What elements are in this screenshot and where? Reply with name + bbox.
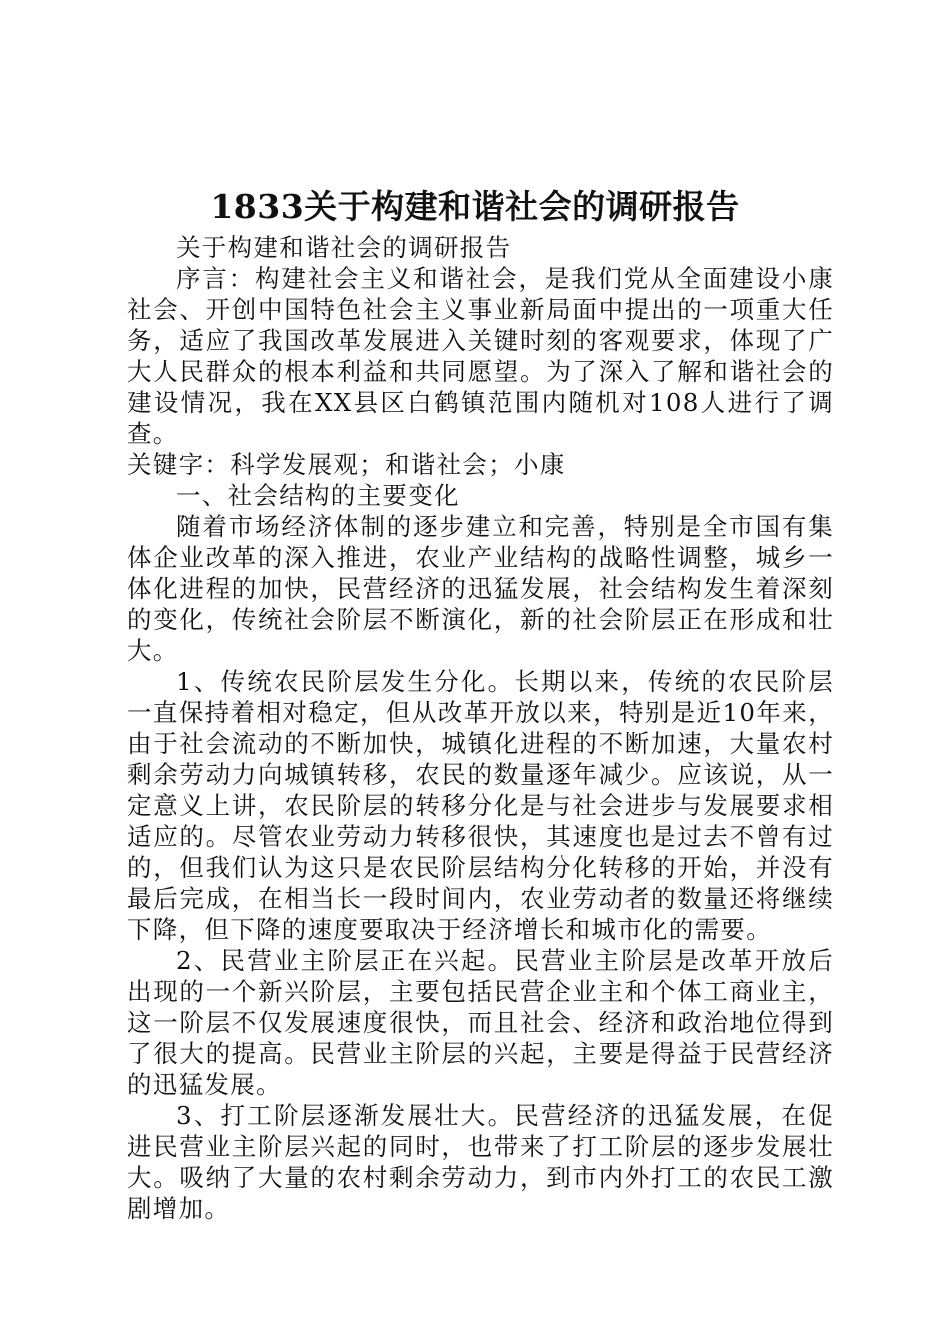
- body-paragraph-preface: 序言：构建社会主义和谐社会，是我们党从全面建设小康社会、开创中国特色社会主义事业新局面中提出的一项重大任务，适应了我国改革发展进入关键时刻的客观要求，体现了广大人民群众的根本利益和共同愿望。为了深入了解和谐社会的建设情况，我在XX县区白鹤镇范围内随机对108人进行了调查。: [127, 264, 834, 448]
- body-paragraph-subtitle: 关于构建和谐社会的调研报告: [176, 233, 512, 262]
- body-paragraph-keywords: 关键字：科学发展观；和谐社会；小康: [127, 450, 566, 479]
- document-body: [127, 232, 834, 1224]
- document-title: 1833关于构建和谐社会的调研报告: [210, 187, 740, 226]
- body-paragraph: 3、打工阶层逐渐发展壮大。民营经济的迅猛发展，在促进民营业主阶层兴起的同时，也带来了打工阶层的逐步发展壮大。吸纳了大量的农村剩余劳动力，到市内外打工的农民工激剧增加。: [127, 1101, 834, 1223]
- body-paragraph: 2、民营业主阶层正在兴起。民营业主阶层是改革开放后出现的一个新兴阶层，主要包括民营企业主和个体工商业主，这一阶层不仅发展速度很快，而且社会、经济和政治地位得到了很大的提高。民营业主阶层的兴起，主要是得益于民营经济的迅猛发展。: [127, 946, 834, 1099]
- body-paragraph: 随着市场经济体制的逐步建立和完善，特别是全市国有集体企业改革的深入推进，农业产业结构的战略性调整，城乡一体化进程的加快，民营经济的迅猛发展，社会结构发生着深刻的变化，传统社会阶层不断演化，新的社会阶层正在形成和壮大。: [127, 512, 834, 665]
- body-paragraph: 1、传统农民阶层发生分化。长期以来，传统的农民阶层一直保持着相对稳定，但从改革开放以来，特别是近10年来，由于社会流动的不断加快，城镇化进程的不断加速，大量农村剩余劳动力向城镇转移，农民的数量逐年减少。应该说，从一定意义上讲，农民阶层的转移分化是与社会进步与发展要求相适应的。尽管农业劳动力转移很快，其速度也是过去不曾有过的，但我们认为这只是农民阶层结构分化转移的开始，并没有最后完成，在相当长一段时间内，农业劳动者的数量还将继续下降，但下降的速度要取决于经济增长和城市化的需要。: [127, 667, 834, 944]
- section-heading-1: 一、社会结构的主要变化: [176, 481, 460, 510]
